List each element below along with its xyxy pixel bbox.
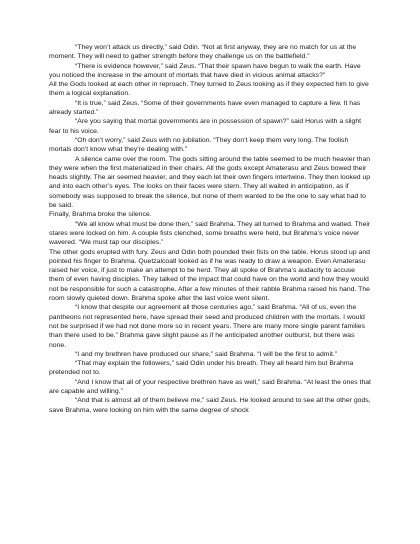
paragraph: A silence came over the room. The gods sitting around the table seemed to be much heavier than they were when the first materialized in their chairs. All the gods except Amaterasu and Zeus bowed their heads slightly. The air seemed heavier, and they each let their own fingers intertwine. They then looked up and into each other’s eyes. The looks on their faces were stern. They all waited in anticipation, as if somebody was supposed to break the silence, but none of them wanted to be the one to say what had to be said. <box>49 155 371 210</box>
paragraph: “We all know what must be done then,” said Brahma. They all turned to Brahma and waited. Their stares were locked on him. A couple fists clenched, some breaths were held, but Brahma’s voice never wavered. “We must tap our disciples.” <box>49 220 371 247</box>
paragraph: “I know that despite our agreement all those centuries ago,” said Brahma. “All of us, even the pantheons not represented here, have spread their seed and produced children with the mortals. I would not be surprised if we had not done more so in recent years. There are many more single parent families than there used to be.” Brahma gave slight pause as if he anticipated another outburst, but there was none. <box>49 304 365 349</box>
paragraph: “That may explain the followers,” said Odin under his breath. They all heard him but Brahma pretended not to. <box>49 360 354 377</box>
paragraph: “There is evidence however,” said Zeus. “That their spawn have begun to walk the earth. Have you noticed the increase in the amount of mortals that have died in vicious animal attacks?” <box>49 62 361 79</box>
paragraph: “They won’t attack us directly,” said Odin. “Not at first anyway, they are no match for us at the moment. They will need to gather strength before they challenge us on the battlefield.” <box>49 44 357 61</box>
paragraph: “I and my brethren have produced our share,” said Brahma. “I will be the first to admit.” <box>75 350 338 358</box>
paragraph: All the Gods looked at each other in reproach. They turned to Zeus looking as if they expected him to give them a logical explanation. <box>49 81 369 98</box>
paragraph: “And that is almost all of them believe me,” said Zeus. He looked around to see all the other gods, save Brahma, were looking on him with the same degree of shock <box>49 397 371 414</box>
body-text <box>49 43 371 415</box>
paragraph: “Are you saying that mortal governments are in possession of spawn?” said Horus with a slight fear to his voice. <box>49 118 362 135</box>
paragraph: “It is true,” said Zeus. “Some of their governments have even managed to capture a few. It has already started.” <box>49 99 361 117</box>
paragraph: The other gods erupted with fury. Zeus and Odin both pounded their fists on the table. Horus stood up and pointed his finger to Brahma. Quetzalcoatl looked as if he was ready to draw a weapon. Even Amaterasu raised her voice, if just to make an attempt to be herd. They all spoke of Brahma’s audacity to accuse them of even having disciples. They talked of the impact that could have on the world and how they would not be responsible for such a catastrophe. After a few minutes of their rabble Brahma raised his hand. The room slowly quieted down. Brahma spoke after the last voice went silent. <box>49 248 370 303</box>
paragraph: “Oh don’t worry,” said Zeus with no jubilation. “They don’t keep them very long. The foolish mortals don’t know what they’re dealing with.” <box>49 136 349 154</box>
paragraph: “And I know that all of your respective brethren have as well,” said Brahma. “At least the ones that are capable and willing.” <box>49 378 371 395</box>
paragraph: Finally, Brahma broke the silence. <box>49 211 152 219</box>
